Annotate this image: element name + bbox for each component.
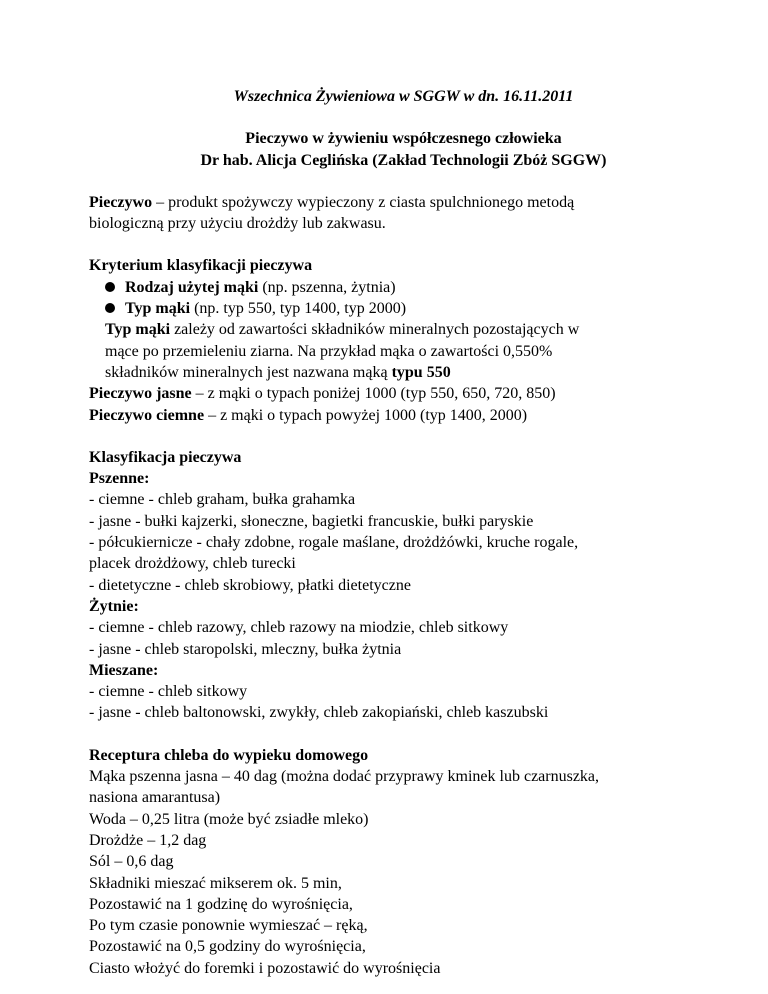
bullet-1-bold: Rodzaj użytej mąki	[125, 278, 259, 296]
list-item: - półcukiernicze - chały zdobne, rogale maślane, drożdżówki, kruche rogale,	[89, 534, 579, 552]
bullet-2-rest: (np. typ 550, typ 1400, typ 2000)	[190, 300, 407, 318]
recipe-line: Sól – 0,6 dag	[89, 853, 174, 871]
recipe-line: Ciasto włożyć do foremki i pozostawić do wyrośnięcia	[89, 959, 441, 977]
recipe-line: Woda – 0,25 litra (może być zsiadłe mleko)	[89, 810, 369, 828]
definition-text-1: – produkt spożywczy wypieczony z ciasta spulchnionego metodą	[152, 193, 575, 211]
title-line-2: Dr hab. Alicja Ceglińska (Zakład Technologii Zbóż SGGW)	[200, 151, 607, 169]
bullet-1-rest: (np. pszenna, żytnia)	[258, 278, 396, 296]
bullet-icon	[105, 282, 115, 292]
note-line-3-start: składników mineralnych jest nazwana mąką	[105, 363, 392, 381]
classification-section	[89, 447, 718, 724]
list-item: - jasne - chleb staropolski, mleczny, bułka żytnia	[89, 640, 402, 658]
note-line-1	[105, 319, 718, 340]
recipe-line: Pozostawić na 1 godzinę do wyrośnięcia,	[89, 895, 353, 913]
note-line-3	[105, 362, 718, 383]
light-bread-text: – z mąki o typach poniżej 1000 (typ 550, 650, 720, 850)	[191, 385, 556, 403]
recipe-line: Mąka pszenna jasna – 40 dag (można dodać przyprawy kminek lub czarnuszka,	[89, 768, 600, 786]
recipe-line: Po tym czasie ponownie wymieszać – ręką,	[89, 917, 368, 935]
title-line-1: Pieczywo w żywieniu współczesnego człowieka	[245, 130, 562, 148]
list-item: - dietetyczne - chleb skrobiowy, płatki dietetyczne	[89, 576, 411, 594]
recipe-line: Pozostawić na 0,5 godziny do wyrośnięcia,	[89, 938, 366, 956]
mixed-heading: Mieszane:	[89, 661, 159, 679]
list-item: - jasne - bułki kajzerki, słoneczne, bagietki francuskie, bułki paryskie	[89, 512, 534, 530]
definition-line-2: biologiczną przy użyciu drożdży lub zakwasu.	[89, 215, 386, 233]
criteria-bullet-2	[89, 298, 718, 319]
definition-paragraph	[89, 192, 718, 235]
wheat-heading: Pszenne:	[89, 470, 150, 488]
bullet-2-bold: Typ mąki	[125, 300, 191, 318]
flour-type-note	[89, 319, 718, 383]
list-item: - jasne - chleb baltonowski, zwykły, chleb zakopiański, chleb kaszubski	[89, 704, 549, 722]
light-bread-line	[89, 383, 718, 404]
note-line-2: mące po przemieleniu ziarna. Na przykład mąka o zawartości 0,550%	[105, 342, 553, 360]
list-item: - ciemne - chleb razowy, chleb razowy na miodzie, chleb sitkowy	[89, 619, 509, 637]
definition-line-1	[89, 192, 718, 213]
list-item: - ciemne - chleb sitkowy	[89, 683, 248, 701]
note-bold: Typ mąki	[105, 321, 171, 339]
criteria-heading: Kryterium klasyfikacji pieczywa	[89, 257, 313, 275]
light-bread-term: Pieczywo jasne	[89, 385, 192, 403]
dark-bread-term: Pieczywo ciemne	[89, 406, 205, 424]
recipe-line: nasiona amarantusa)	[89, 789, 221, 807]
note-line-3-bold: typu 550	[391, 363, 451, 381]
note-line-1-rest: zależy od zawartości składników mineralnych pozostających w	[170, 321, 580, 339]
criteria-section	[89, 255, 718, 425]
bullet-icon	[105, 303, 115, 313]
dark-bread-text: – z mąki o typach powyżej 1000 (typ 1400, 2000)	[204, 406, 528, 424]
recipe-line: Składniki mieszać mikserem ok. 5 min,	[89, 874, 342, 892]
recipe-heading: Receptura chleba do wypieku domowego	[89, 746, 369, 764]
dark-bread-line	[89, 405, 718, 426]
event-header: Wszechnica Żywieniowa w SGGW w dn. 16.11.2011	[233, 88, 574, 105]
definition-term: Pieczywo	[89, 193, 153, 211]
recipe-line: Drożdże – 1,2 dag	[89, 831, 207, 849]
document-title	[89, 128, 718, 171]
rye-heading: Żytnie:	[89, 597, 139, 615]
list-item: - ciemne - chleb graham, bułka grahamka	[89, 491, 356, 509]
list-item: placek drożdżowy, chleb turecki	[89, 555, 296, 573]
classification-heading: Klasyfikacja pieczywa	[89, 448, 242, 466]
recipe-section	[89, 745, 718, 979]
criteria-bullet-1	[89, 277, 718, 298]
